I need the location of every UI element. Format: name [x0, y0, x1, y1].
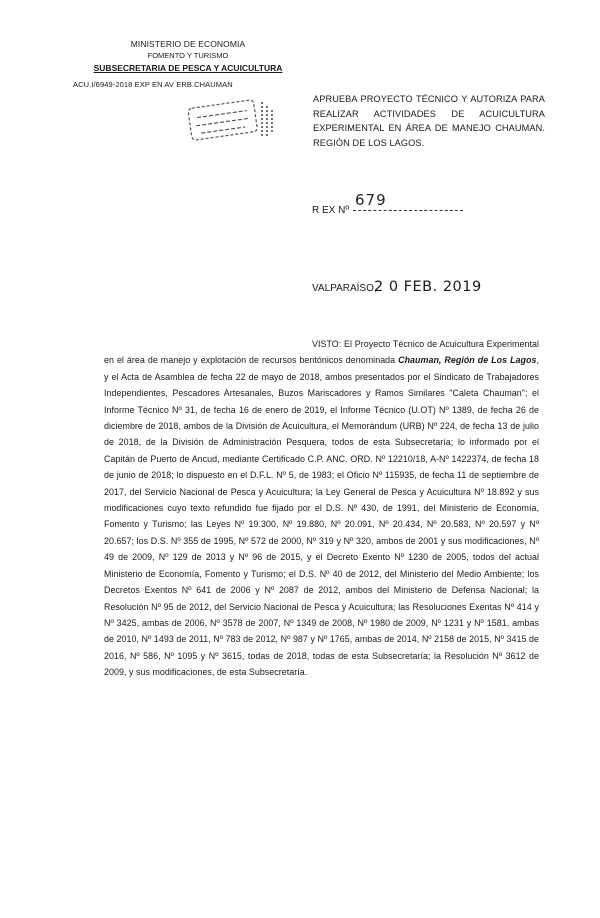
resolution-number-line [312, 191, 463, 216]
reference-code: ACU.I/6949-2018 EXP EN AV ERB.CHAUMAN [73, 80, 233, 89]
visto-paragraph [104, 336, 539, 681]
place-label: VALPARAÍSO, [312, 283, 377, 294]
resolution-title: APRUEBA PROYECTO TÉCNICO Y AUTORIZA PARA REALIZAR ACTIVIDADES DE ACUICULTURA EXPERIMENTAL EN ÁREA DE MANEJO CHAUMAN. REGIÓN DE LOS LAGOS. [313, 94, 545, 148]
received-stamp [170, 96, 276, 148]
ministry-name: MINISTERIO DE ECONOMIA [130, 39, 246, 49]
resolution-label: R EX Nº [312, 205, 349, 216]
visto-text-2: , y el Acta de Asamblea de fecha 22 de mayo de 2018, ambos presentados por el Sindicato de Trabajadores Independientes, Pescadores Artesanales, Buzos Mariscadores y Ramos Similares "Caleta Chauman"; el Informe Técnico Nº 31, de fecha 16 de enero de 2019, el Informe Técnico (U.OT) Nº 1389, de fecha 26 de diciembre de 2018, ambos de la División de Acuicultura, el Memorándum (URB) Nº 224, de fecha 13 de julio de 2018, de la División de Administración Pesquera, todos de esta Subsecretaría; lo informado por el Capitán de Puerto de Ancud, mediante Certificado C.P. ANC. ORD. Nº 12210/18, A-Nº 1422374, de fecha 18 de junio de 2018; lo dispuesto en el D.F.L. Nº 5, de 1983; el Oficio Nº 115935, de fecha 11 de septiembre de 2017, del Servicio Nacional de Pesca y Acuicultura; la Ley General de Pesca y Acuicultura Nº 18.892 y sus modificaciones cuyo texto refundido fue fijado por el D.S. Nº 430, de 1991, del Ministerio de Economía, Fomento y Turismo; las Leyes Nº 19.300, Nº 19.880, Nº 20.091, Nº 20.434, Nº 20.583, Nº 20.597 y Nº 20.657; los D.S. Nº 355 de 1995, Nº 572 de 2000, Nº 319 y Nº 320, ambos de 2001 y sus modificaciones, Nº 49 de 2009, Nº 129 de 2013 y Nº 96 de 2015, y el Decreto Exento Nº 1230 de 2005, todos del actual Ministerio de Economía, Fomento y Turismo; el D.S. Nº 40 de 2012, del Ministerio del Medio Ambiente; los Decretos Exentos Nº 641 de 2006 y Nº 2087 de 2012, ambos del Ministerio de Defensa Nacional; la Resolución Nº 95 de 2012, del Servicio Nacional de Pesca y Acuicultura; las Resoluciones Exentas Nº 414 y Nº 3425, ambas de 2006, Nº 3578 de 2007, Nº 1349 de 2008, Nº 1980 de 2009, Nº 1231 y Nº 1581, ambas de 2010, Nº 1493 de 2011, Nº 783 de 2012, Nº 987 y Nº 1765, ambas de 2014, Nº 2158 de 2015, Nº 3415 de 2016, Nº 586, Nº 1095 y Nº 3615, todas de 2018, todas de esta Subsecretaría; la Resolución Nº 3612 de 2009, y sus modificaciones, de esta Subsecretaría. [104, 355, 539, 678]
place-date-line [312, 279, 482, 295]
ministry-sub: FOMENTO Y TURISMO [147, 51, 229, 60]
letterhead [58, 38, 318, 74]
resolution-number: 679 [355, 191, 387, 209]
visto-emphasis: Chauman, Región de Los Lagos [398, 355, 537, 366]
date-stamp: 2 0 FEB. 2019 [374, 279, 482, 295]
number-dash-line [353, 210, 463, 211]
visto-text-1: VISTO: El Proyecto Técnico de Acuicultura Experimental en el área de manejo y explotación de recursos bentónicos denominada [104, 339, 539, 366]
undersecretary-name: SUBSECRETARIA DE PESCA Y ACUICULTURA [93, 63, 283, 73]
